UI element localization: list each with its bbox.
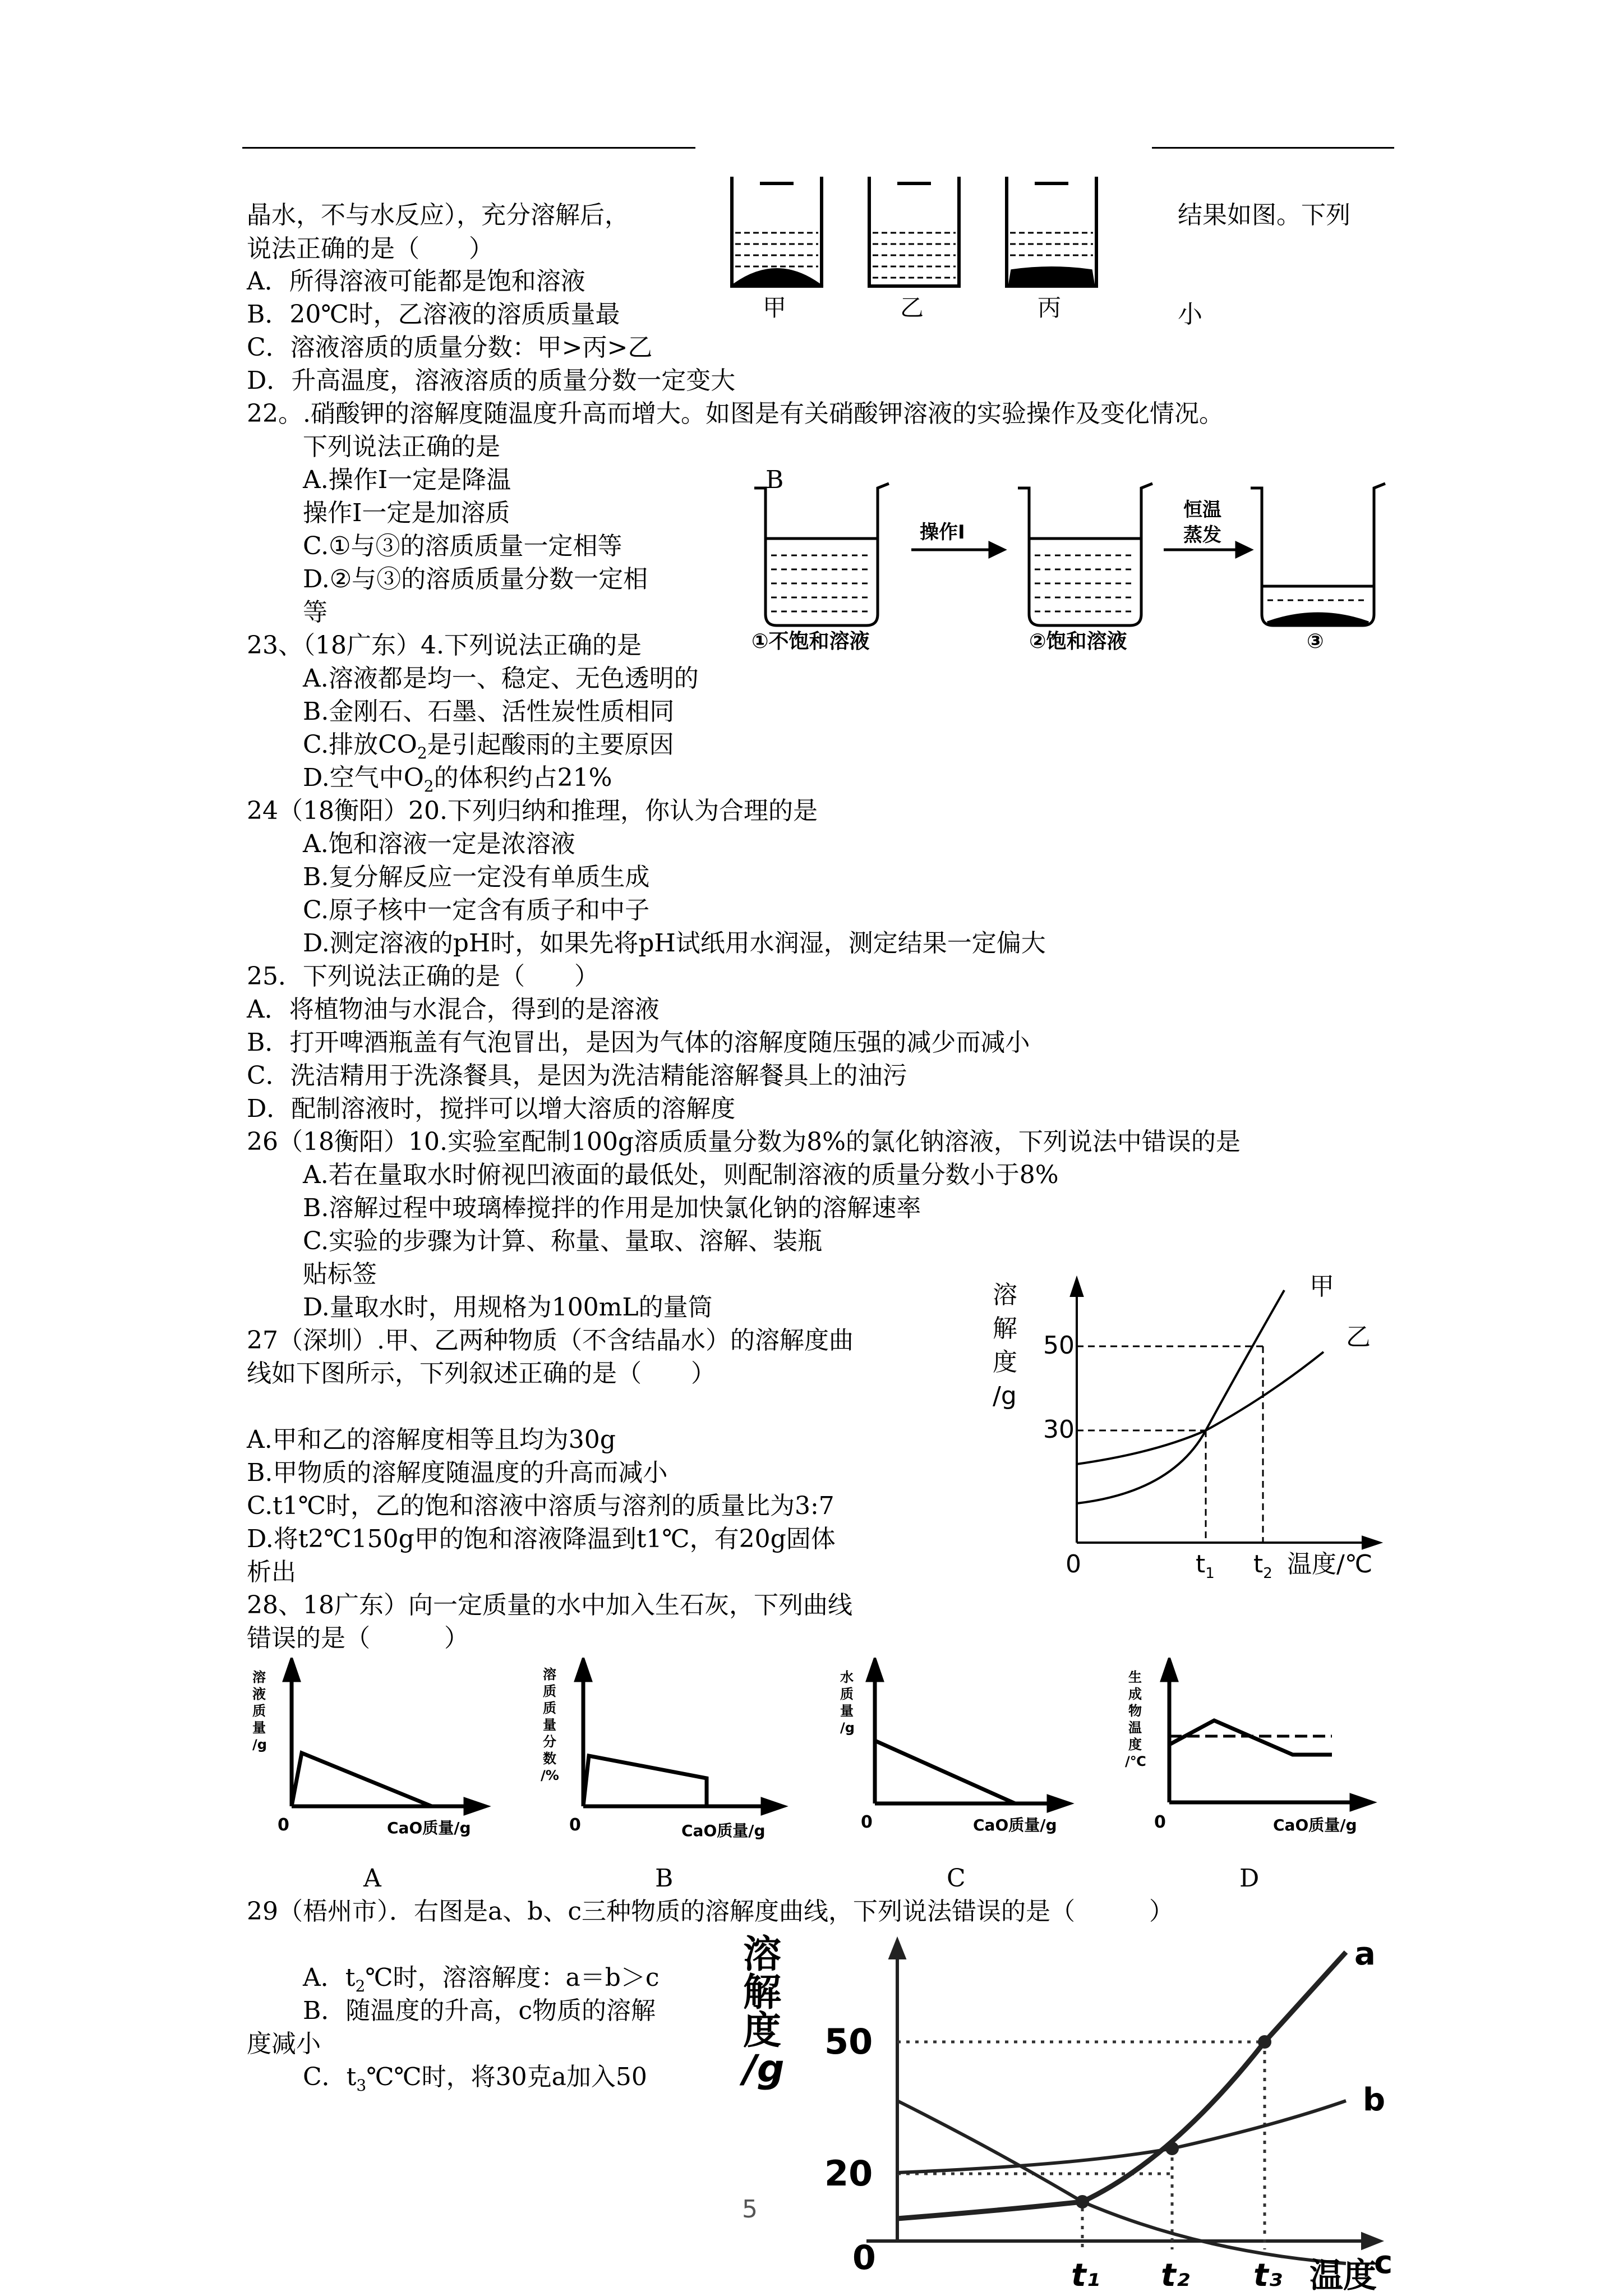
q27-stem-1: 27（深圳）.甲、乙两种物质（不含结晶水）的溶解度曲 xyxy=(247,1326,854,1355)
q28-c-origin: 0 xyxy=(861,1812,873,1832)
q28-d-xlabel: CaO质量/g xyxy=(1273,1816,1357,1834)
q28-chart-b xyxy=(533,1658,836,1843)
q22-stem-1: 22。.硝酸钾的溶解度随温度升高而增大。如图是有关硝酸钾溶液的实验操作及变化情况。 xyxy=(247,399,1224,428)
q27-option-c: C.t1℃时，乙的饱和溶液中溶质与溶剂的质量比为3:7 xyxy=(247,1492,834,1520)
q28-c-ylabel-4: /g xyxy=(840,1720,855,1736)
q27-series-yi: 乙 xyxy=(1346,1323,1371,1351)
q29-ylabel-2: 解 xyxy=(743,1971,782,2015)
q27-ylabel-4: /g xyxy=(993,1382,1017,1410)
q29-option-c-sub: 3 xyxy=(356,2076,367,2095)
q27-stem-2: 线如下图所示，下列叙述正确的是（ ） xyxy=(247,1359,716,1388)
q23-option-c-pre: C.排放CO xyxy=(303,730,417,759)
q29-option-b-1: B．随温度的升高，c物质的溶解 xyxy=(303,1996,656,2025)
q22-experiment-figure xyxy=(743,471,1394,656)
q23-option-d-pre: D.空气中O xyxy=(303,763,424,792)
q27-tick-t2-main: t xyxy=(1253,1550,1264,1579)
q27-tick-t2-sub: 2 xyxy=(1263,1565,1272,1582)
q29-tick-t1: t₁ xyxy=(1071,2257,1100,2294)
q21-option-a: A．所得溶液可能都是饱和溶液 xyxy=(247,267,585,296)
beaker-label-bing: 丙 xyxy=(1038,294,1062,321)
q26-option-a: A.若在量取水时俯视凹液面的最低处，则配制溶液的质量分数小于8% xyxy=(303,1161,1059,1189)
q27-option-d-1: D.将t2℃150g甲的饱和溶液降温到t1℃，有20g固体 xyxy=(247,1525,836,1553)
q28-b-ylabel-2: 质 xyxy=(543,1683,556,1699)
beaker-label-jia: 甲 xyxy=(763,294,787,321)
q27-option-d-2: 析出 xyxy=(247,1558,296,1586)
beaker-3 xyxy=(1251,484,1385,625)
q23-option-d-sub: 2 xyxy=(423,776,434,795)
q28-a-ylabel-5: /g xyxy=(252,1737,267,1752)
q28-d-origin: 0 xyxy=(1154,1812,1166,1832)
q29-ylabel-1: 溶 xyxy=(743,1932,782,1977)
beaker-yi xyxy=(869,177,959,286)
q28-a-ylabel-1: 溶 xyxy=(252,1669,266,1685)
q29-tick-50: 50 xyxy=(824,2021,873,2062)
q27-ylabel-3: 度 xyxy=(993,1348,1017,1377)
q27-tick-t1-sub: 1 xyxy=(1205,1565,1215,1582)
q28-chart-d xyxy=(1122,1658,1436,1843)
q22-option-b: 操作Ⅰ一定是加溶质 xyxy=(303,499,510,527)
q28-b-ylabel-5: 分 xyxy=(543,1734,556,1750)
q27-tick-t1-main: t xyxy=(1196,1550,1206,1579)
q28-b-curve xyxy=(583,1756,707,1806)
q28-c-xlabel: CaO质量/g xyxy=(973,1816,1057,1834)
q28-chart-a xyxy=(247,1658,550,1843)
q28-b-ylabel-4: 量 xyxy=(543,1717,556,1733)
q25-option-a: A．将植物油与水混合，得到的是溶液 xyxy=(247,995,660,1024)
q28-b-xlabel: CaO质量/g xyxy=(681,1821,766,1840)
q28-a-ylabel-4: 量 xyxy=(252,1720,266,1736)
q24-stem: 24（18衡阳）20.下列归纳和推理，你认为合理的是 xyxy=(247,797,818,825)
beaker-bing xyxy=(1007,177,1096,286)
q29-xlabel: 温度 xyxy=(1310,2256,1377,2295)
q27-origin: 0 xyxy=(1066,1550,1081,1579)
q27-tick-50: 50 xyxy=(1043,1331,1075,1360)
q26-option-d: D.量取水时，用规格为100mL的量筒 xyxy=(303,1293,713,1322)
q24-option-a: A.饱和溶液一定是浓溶液 xyxy=(303,830,575,858)
q29-stem: 29（梧州市）．右图是a、b、c三种物质的溶解度曲线，下列说法错误的是（ ） xyxy=(247,1897,1174,1926)
q27-ylabel-1: 溶 xyxy=(993,1281,1017,1309)
q25-option-c: C．洗洁精用于洗涤餐具，是因为洗洁精能溶解餐具上的油污 xyxy=(247,1061,907,1090)
q28-b-ylabel-7: /% xyxy=(541,1768,559,1783)
beaker-label-yi: 乙 xyxy=(900,294,924,321)
q21-option-b-tail: 小 xyxy=(1178,300,1202,329)
q21-option-c: C．溶液溶质的质量分数：甲>丙>乙 xyxy=(247,333,653,362)
q29-ylabel-3: 度 xyxy=(743,2009,782,2053)
q22-option-b-letter: B xyxy=(766,466,784,494)
q29-ylabel-4: /g xyxy=(743,2047,785,2091)
q27-tick-30: 30 xyxy=(1043,1415,1075,1444)
q28-b-ylabel-1: 溶 xyxy=(543,1667,556,1682)
q28-letter-d: D xyxy=(1239,1864,1260,1893)
q28-a-curve xyxy=(292,1753,432,1806)
q25-option-d: D．配制溶液时，搅拌可以增大溶质的溶解度 xyxy=(247,1094,736,1123)
q27-xlabel: 温度/℃ xyxy=(1287,1550,1373,1579)
q29-stray-mark: 5 xyxy=(742,2195,758,2224)
x-axis-arrow xyxy=(1363,1537,1380,1548)
q29-series-c: c xyxy=(1374,2244,1393,2281)
q28-c-ylabel-3: 量 xyxy=(840,1703,854,1719)
q27-series-jia: 甲 xyxy=(1310,1272,1334,1301)
q28-letter-b: B xyxy=(655,1864,674,1893)
q28-a-ylabel-3: 质 xyxy=(252,1703,266,1719)
q24-option-c: C.原子核中一定含有质子和中子 xyxy=(303,896,650,924)
caption-unsaturated: ①不饱和溶液 xyxy=(751,630,870,653)
q28-d-ylabel-5: 度 xyxy=(1128,1737,1142,1752)
q27-tick-t1 xyxy=(1196,1548,1215,1590)
q23-option-c-post: 是引起酸雨的主要原因 xyxy=(427,730,674,759)
beaker-1 xyxy=(754,484,889,625)
q21-line1-right: 结果如图。下列 xyxy=(1178,201,1350,229)
q22-stem-2: 下列说法正确的是 xyxy=(303,432,500,461)
q21-line1: 晶水，不与水反应），充分溶解后， xyxy=(247,201,629,229)
q28-c-curve xyxy=(875,1741,1015,1803)
series-jia-curve xyxy=(1077,1290,1284,1503)
arrow2-label-2: 蒸发 xyxy=(1183,524,1221,546)
q22-option-d-2: 等 xyxy=(303,598,328,627)
q26-option-b: B.溶解过程中玻璃棒搅拌的作用是加快氯化钠的溶解速率 xyxy=(303,1194,921,1222)
q29-solubility-graph xyxy=(740,1932,1419,2296)
series-a-curve xyxy=(897,1952,1346,2219)
q23-stem: 23、（18广东）4.下列说法正确的是 xyxy=(247,631,642,660)
q21-option-d: D．升高温度，溶液溶质的质量分数一定变大 xyxy=(247,366,736,395)
q28-letter-c: C xyxy=(947,1864,966,1893)
header-rule-right xyxy=(1152,147,1394,149)
q28-stem-2: 错误的是（ ） xyxy=(247,1624,469,1653)
q21-line2: 说法正确的是（ ） xyxy=(247,234,494,263)
y-axis-arrow xyxy=(1071,1279,1082,1296)
q28-c-ylabel-1: 水 xyxy=(840,1669,854,1685)
q28-d-ylabel-4: 温 xyxy=(1128,1720,1142,1736)
q29-point-t2 xyxy=(1165,2142,1179,2155)
q29-tick-20: 20 xyxy=(824,2153,873,2194)
q28-letter-a: A xyxy=(363,1864,381,1893)
q29-option-c-post: ℃℃时，将30克a加入50 xyxy=(366,2063,647,2091)
q26-option-c-2: 贴标签 xyxy=(303,1260,377,1289)
beaker-2 xyxy=(1018,484,1152,625)
q29-option-b-2: 度减小 xyxy=(247,2030,321,2058)
q29-series-a: a xyxy=(1354,1936,1376,1972)
q21-beakers-figure xyxy=(726,165,1130,334)
q27-option-a: A.甲和乙的溶解度相等且均为30g xyxy=(247,1425,616,1454)
q22-option-d-1: D.②与③的溶质质量分数一定相 xyxy=(303,565,648,593)
q27-solubility-graph xyxy=(987,1257,1391,1593)
q26-option-c-1: C.实验的步骤为计算、称量、量取、溶解、装瓶 xyxy=(303,1227,823,1255)
header-rule-left xyxy=(242,147,695,149)
series-yi-curve xyxy=(1077,1352,1324,1464)
q29-point-t3 xyxy=(1258,2035,1271,2049)
q23-option-c-sub: 2 xyxy=(417,743,427,762)
q27-tick-t2 xyxy=(1253,1548,1272,1590)
caption-saturated: ②饱和溶液 xyxy=(1029,630,1127,653)
q28-stem-1: 28、18广东）向一定质量的水中加入生石灰，下列曲线 xyxy=(247,1591,852,1619)
q29-option-c xyxy=(303,2061,647,2102)
beaker-jia xyxy=(732,177,822,286)
q21-option-b: B．20℃时，乙溶液的溶质质量最 xyxy=(247,300,620,329)
q29-point-t1 xyxy=(1076,2195,1089,2208)
q22-option-c: C.①与③的溶质质量一定相等 xyxy=(303,532,623,560)
q29-option-a-pre: A．t xyxy=(303,1963,356,1992)
q29-option-a-sub: 2 xyxy=(355,1976,366,1995)
q29-tick-t2: t₂ xyxy=(1161,2257,1190,2294)
q28-a-ylabel-2: 液 xyxy=(252,1686,266,1702)
q29-series-b: b xyxy=(1363,2082,1386,2118)
q27-option-b: B.甲物质的溶解度随温度的升高而减小 xyxy=(247,1458,668,1487)
q28-c-ylabel-2: 质 xyxy=(840,1686,854,1702)
q28-a-origin: 0 xyxy=(278,1815,289,1835)
q29-origin: 0 xyxy=(852,2238,876,2277)
q28-b-ylabel-3: 质 xyxy=(543,1700,556,1716)
arrow2-label-1: 恒温 xyxy=(1183,499,1221,521)
q28-d-ylabel-2: 成 xyxy=(1128,1686,1142,1702)
q22-option-a: A.操作Ⅰ一定是降温 xyxy=(303,466,511,494)
q28-d-ylabel-6: /℃ xyxy=(1125,1754,1146,1769)
q28-d-ylabel-3: 物 xyxy=(1128,1703,1142,1719)
q27-ylabel-2: 解 xyxy=(993,1314,1017,1343)
q28-d-ylabel-1: 生 xyxy=(1128,1669,1142,1685)
q25-stem: 25．下列说法正确的是（ ） xyxy=(247,962,599,991)
q24-option-d: D.测定溶液的pH时，如果先将pH试纸用水润湿，测定结果一定偏大 xyxy=(303,929,1046,958)
q24-option-b: B.复分解反应一定没有单质生成 xyxy=(303,863,650,891)
caption-three: ③ xyxy=(1307,630,1324,653)
q28-b-ylabel-6: 数 xyxy=(543,1751,556,1766)
q26-stem: 26（18衡阳）10.实验室配制100g溶质质量分数为8%的氯化钠溶液，下列说法中错误的是 xyxy=(247,1128,1241,1156)
q29-option-c-pre: C．t xyxy=(303,2063,357,2091)
q29-tick-t3: t₃ xyxy=(1253,2257,1283,2294)
q23-option-d-post: 的体积约占21% xyxy=(434,763,612,792)
q28-b-origin: 0 xyxy=(569,1815,581,1835)
q28-a-xlabel: CaO质量/g xyxy=(387,1819,471,1837)
q25-option-b: B．打开啤酒瓶盖有气泡冒出，是因为气体的溶解度随压强的减少而减小 xyxy=(247,1028,1030,1057)
q28-chart-c xyxy=(830,1658,1133,1843)
q29-option-a-post: ℃时，溶溶解度：a＝b＞c xyxy=(365,1963,660,1992)
arrow1-label: 操作Ⅰ xyxy=(920,521,965,544)
q23-option-b: B.金刚石、石墨、活性炭性质相同 xyxy=(303,697,675,726)
q23-option-a: A.溶液都是均一、稳定、无色透明的 xyxy=(303,664,699,693)
